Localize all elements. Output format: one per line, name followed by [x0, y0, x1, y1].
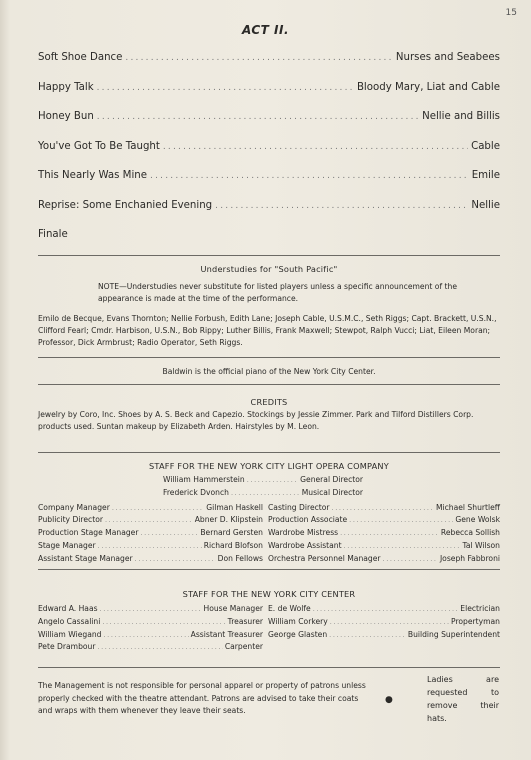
dot-leader: [313, 604, 459, 616]
song-title: This Nearly Was Mine: [38, 170, 148, 181]
staff-row: [268, 540, 500, 553]
staff-row: [268, 616, 500, 629]
song-title: Finale: [38, 229, 68, 240]
dot-leader: [125, 53, 392, 63]
center-staff-right: [268, 603, 500, 654]
staff-role: Electrician: [460, 604, 500, 613]
staff-row: [38, 616, 263, 629]
dot-leader: [231, 488, 300, 500]
staff-role: Publicity Director: [38, 515, 103, 525]
staff-row: [268, 603, 500, 616]
divider: [38, 569, 500, 570]
divider: [38, 357, 500, 358]
director-role: Musical Director: [301, 487, 363, 497]
dot-leader: [332, 503, 434, 515]
credits-text: Jewelry by Coro, Inc. Shoes by A. S. Beck and Capezio. Stockings by Jessie Zimmer. Park and Tilford Distillers Corp. products used. Suntan makeup by Elizabeth Arden. Hairstyles by M. Leon.: [38, 410, 474, 431]
dot-leader: [112, 503, 204, 515]
page-number: 15: [505, 8, 517, 18]
dot-leader: [97, 112, 419, 122]
staff-role: Building Superintendent: [407, 629, 500, 639]
song-title: You've Got To Be Taught: [38, 140, 160, 152]
dot-leader: [103, 630, 188, 642]
credits-section: [38, 396, 500, 433]
staff-row: [38, 629, 263, 642]
staff-row: [38, 514, 263, 527]
dot-leader: [97, 642, 222, 654]
staff-role: Wardrobe Assistant: [268, 540, 342, 550]
staff-name: George Glasten: [268, 629, 328, 639]
piano-note: Baldwin is the official piano of the New York City Center.: [162, 367, 376, 376]
staff-role: Production Associate: [268, 515, 348, 525]
staff-name: Don Fellows: [217, 553, 263, 563]
staff-row: [268, 553, 500, 566]
opera-staff-heading: STAFF FOR THE NEW YORK CITY LIGHT OPERA COMPANY: [149, 461, 389, 471]
song-performer: Emile: [471, 170, 500, 181]
staff-role: Assistant Stage Manager: [38, 553, 133, 563]
staff-name: William Wiegand: [38, 629, 102, 639]
staff-role: Propertyman: [451, 616, 500, 626]
opera-staff-right: [268, 502, 500, 566]
song-item: [38, 82, 500, 112]
song-title: Reprise: Some Enchanied Evening: [38, 199, 213, 211]
staff-name: William Corkery: [268, 616, 328, 626]
song-performer: Cable: [471, 140, 500, 152]
center-staff-left: [38, 603, 263, 654]
staff-role: Wardrobe Mistress: [268, 528, 339, 538]
song-performer: Nellie: [471, 199, 500, 211]
staff-name: Bernard Gersten: [200, 528, 263, 538]
staff-name: Michael Shurtleff: [435, 502, 500, 512]
staff-name: Angelo Cassalini: [38, 616, 101, 626]
director-row: [163, 487, 363, 500]
staff-row: [38, 527, 263, 540]
staff-row: [38, 641, 263, 654]
dot-leader: [330, 617, 449, 629]
understudies-list: Emilo de Becque, Evans Thornton; Nellie Forbush, Edith Lane; Joseph Cable, U.S.M.C., Seth Riggs; Capt. Brackett, U.S.N., Clifford Fearl; Cmdr. Harbison, U.S.N., Bob Rippy; Luther Billis, Frank Maxwell; Stewpot, Ralph Vucci; Liat, Eileen Moran; Professor, Dick Armbrust; Radio Operator, Seth Riggs.: [38, 314, 497, 347]
understudies-section: [38, 263, 500, 349]
song-performer: Nurses and Seabees: [395, 52, 500, 63]
staff-role: Orchestra Personnel Manager: [268, 553, 381, 563]
understudies-note: NOTE—Understudies never substitute for listed players unless a specific announcement of the appearance is made at the time of the performance.: [98, 282, 457, 303]
staff-name: Pete Drambour: [38, 642, 96, 652]
staff-row: [268, 502, 500, 515]
staff-name: Tal Wilson: [462, 540, 500, 550]
staff-role: Stage Manager: [38, 540, 96, 550]
staff-name: E. de Wolfe: [268, 604, 311, 613]
staff-row: [38, 553, 263, 566]
dot-leader: [102, 617, 225, 629]
staff-role: Company Manager: [38, 502, 110, 512]
bullet-icon: ●: [385, 695, 393, 705]
staff-name: Richard Blofson: [203, 540, 263, 550]
dot-leader: [105, 515, 193, 527]
divider: [38, 255, 500, 256]
hats-notice: Ladies are requested to remove their hats.: [427, 675, 499, 723]
staff-row: [268, 514, 500, 527]
staff-row: [268, 527, 500, 540]
song-item: [38, 111, 500, 141]
dot-leader: [344, 541, 461, 553]
staff-name: Rebecca Sollish: [440, 528, 500, 538]
dot-leader: [100, 604, 202, 616]
credits-heading: CREDITS: [250, 397, 288, 407]
opera-staff-columns: [38, 502, 500, 566]
opera-staff-section: [38, 460, 500, 566]
song-title: Happy Talk: [38, 81, 94, 93]
staff-role: Production Stage Manager: [38, 528, 139, 538]
management-notice: The Management is not responsible for personal apparel or property of patrons unless properly checked with the theatre attendant. Patrons are advised to take their coats and wraps with them whenever they leave their seats.: [38, 681, 366, 715]
understudies-heading: Understudies for "South Pacific": [200, 264, 338, 274]
staff-name: Gilman Haskell: [206, 502, 263, 512]
staff-role: House Manager: [203, 604, 263, 613]
dot-leader: [383, 554, 438, 566]
director-role: General Director: [300, 475, 363, 484]
divider: [38, 384, 500, 385]
dot-leader: [247, 475, 298, 487]
dot-leader: [140, 528, 198, 540]
song-item: [38, 170, 500, 200]
dot-leader: [135, 554, 216, 566]
dot-leader: [97, 83, 354, 93]
song-list: [38, 52, 500, 259]
director-row: [163, 474, 363, 487]
staff-role: Assistant Treasurer: [190, 629, 263, 639]
dot-leader: [340, 528, 439, 540]
staff-row: [268, 629, 500, 642]
staff-name: Gene Wolsk: [455, 515, 500, 525]
staff-name: Abner D. Klipstein: [194, 515, 263, 525]
center-staff-columns: [38, 603, 500, 654]
song-item: [38, 141, 500, 171]
act-title: ACT II.: [241, 23, 290, 37]
center-staff-section: [38, 588, 500, 654]
staff-row: [38, 603, 263, 616]
divider: [38, 667, 500, 668]
staff-name: Edward A. Haas: [38, 604, 98, 613]
song-performer: Nellie and Billis: [422, 111, 500, 122]
staff-role: Carpenter: [224, 642, 263, 652]
dot-leader: [163, 142, 468, 152]
opera-staff-left: [38, 502, 263, 566]
staff-name: Joseph Fabbroni: [439, 553, 500, 563]
staff-role: Treasurer: [227, 616, 263, 626]
song-item: [38, 200, 500, 230]
divider: [38, 452, 500, 453]
center-staff-heading: STAFF FOR THE NEW YORK CITY CENTER: [182, 589, 356, 599]
directors: [163, 474, 363, 500]
dot-leader: [329, 630, 406, 642]
song-performer: Bloody Mary, Liat and Cable: [356, 81, 500, 93]
director-name: William Hammerstein: [163, 475, 245, 484]
dot-leader: [150, 171, 469, 181]
dot-leader: [215, 201, 468, 211]
dot-leader: [349, 515, 453, 527]
staff-row: [38, 540, 263, 553]
staff-role: Casting Director: [268, 502, 330, 512]
staff-row: [38, 502, 263, 515]
song-title: Honey Bun: [38, 111, 94, 122]
song-title: Soft Shoe Dance: [38, 52, 123, 63]
director-name: Frederick Dvonch: [163, 487, 229, 497]
dot-leader: [98, 541, 202, 553]
song-item: [38, 52, 500, 82]
